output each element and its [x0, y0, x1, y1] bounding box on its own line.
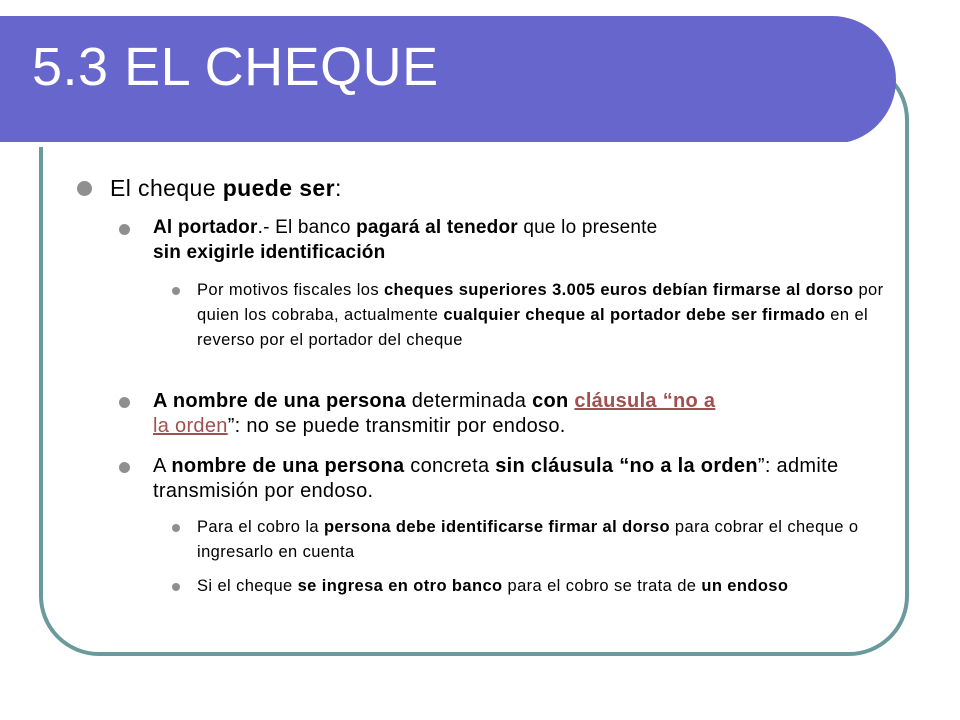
title-underline [0, 142, 850, 147]
otro-banco-text-c: para el cobro se trata de [502, 577, 702, 595]
otro-banco-text-b: se ingresa en otro banco [297, 577, 503, 595]
fiscal-text-c: por quien los cobraba, actualmente [197, 281, 884, 324]
portador-text-e: sin exigirle identificación [153, 242, 386, 263]
otro-banco-text-a: Si el cheque [197, 577, 298, 595]
nominativo-sin-clausula-text [153, 454, 893, 504]
fiscal-text-e: en el reverso por el portador del cheque [197, 306, 869, 349]
otro-banco-text [197, 574, 897, 599]
clausula-link-line2: la orden [153, 415, 228, 437]
portador-term: Al portador [153, 217, 258, 238]
fiscal-text-b: cheques superiores 3.005 euros debían firmarse al dorso [383, 281, 854, 299]
intro-text [110, 173, 810, 203]
intro-text-a: El cheque [110, 175, 223, 201]
intro-text-bold: puede ser [222, 175, 335, 201]
portador-text-c: pagará al tenedor [356, 217, 518, 238]
nominativo-sin-clausula-c: concreta [404, 455, 496, 477]
nominativo-sin-clausula-a: A [153, 455, 172, 477]
cobro-text-b: persona debe identificarse firmar al dorso [323, 518, 670, 536]
nominativo-clausula-d: ”: no se puede transmitir por endoso. [227, 415, 566, 437]
bullet-icon [119, 397, 130, 408]
cobro-text-a: Para el cobro la [197, 518, 324, 536]
cobro-text [197, 515, 887, 565]
nominativo-sin-clausula-e: ”: admite transmisión por endoso. [153, 455, 839, 502]
nominativo-clausula-a: A nombre de una persona [153, 390, 406, 412]
bullet-icon [172, 524, 180, 532]
clausula-link-line1: cláusula “no a [574, 390, 716, 412]
bullet-icon [172, 287, 180, 295]
fiscal-text [197, 278, 887, 353]
nominativo-clausula-b: determinada [405, 390, 533, 412]
portador-text-d: que lo presente [517, 217, 658, 238]
bullet-icon [172, 583, 180, 591]
fiscal-text-a: Por motivos fiscales los [197, 281, 384, 299]
cobro-text-c: para cobrar el cheque o ingresarlo en cuenta [197, 518, 859, 561]
nominativo-sin-clausula-d: sin cláusula “no a la orden [495, 455, 758, 477]
nominativo-sin-clausula-b: nombre de una persona [171, 455, 405, 477]
slide-title: 5.3 EL CHEQUE [32, 37, 439, 97]
otro-banco-text-d: un endoso [701, 577, 789, 595]
slide-frame [39, 60, 909, 656]
nominativo-clausula-c: con [532, 390, 575, 412]
bullet-icon [119, 462, 130, 473]
intro-text-colon: : [334, 175, 342, 201]
portador-text-b: .- El banco [257, 217, 357, 238]
nominativo-clausula-text [153, 389, 893, 439]
portador-text [153, 215, 893, 265]
bullet-icon [77, 181, 92, 196]
bullet-icon [119, 224, 130, 235]
fiscal-text-d: cualquier cheque al portador debe ser firmado [443, 306, 826, 324]
